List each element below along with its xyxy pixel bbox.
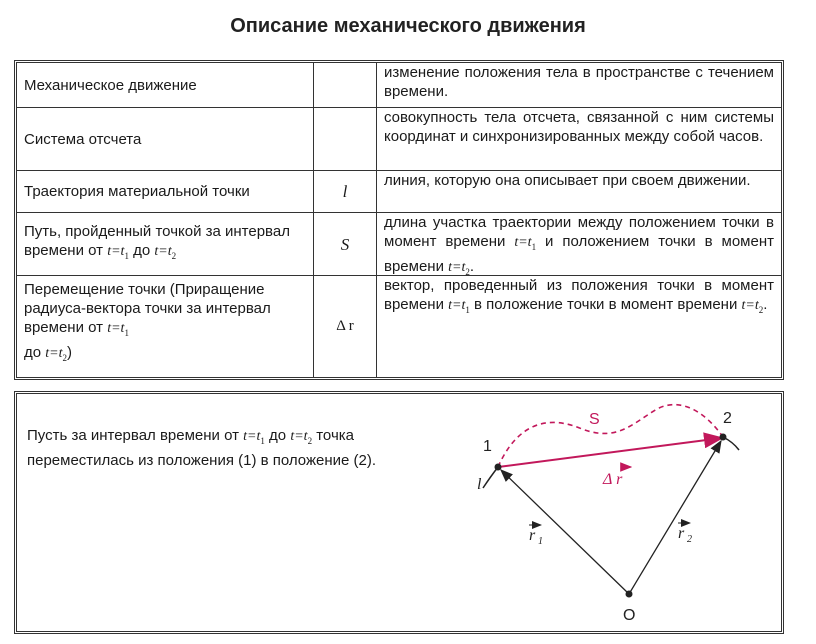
- table-row: [17, 213, 781, 276]
- definitions-table: [14, 60, 784, 380]
- page-title: Описание механического движения: [230, 15, 586, 37]
- symbol-cell: [314, 108, 377, 170]
- delta-r-symbol: Δ r: [336, 318, 354, 334]
- table-row: [17, 276, 781, 377]
- term-cell: Система отсчета: [17, 108, 314, 170]
- symbol-cell: l: [314, 171, 377, 212]
- displacement-vector: [498, 438, 722, 467]
- svg-text:2: 2: [687, 534, 692, 545]
- definition-cell: совокупность тела отсчета, связанной с ним системы координат и синхронизированных между собой часов.: [384, 109, 774, 145]
- example-panel: [14, 391, 784, 634]
- label-l: l: [477, 476, 482, 493]
- definition-cell: изменение положения тела в пространстве с течением времени.: [384, 64, 774, 100]
- definition-cell: вектор, проведенный из положения точки в момент времени $t=t_1$ в положение точки в момент времени $t=t_2$.: [384, 277, 774, 315]
- definition-cell: линия, которую она описывает при своем движении.: [384, 172, 751, 189]
- example-text: Пусть за интервал времени от $t=t_1$ до $t=t_2$ точка переместилась из положения (1) в положение (2).: [27, 427, 377, 469]
- term-cell: Путь, пройденный точкой за интервал времени от $t=t_1$ до $t=t_2$: [17, 213, 314, 275]
- label-r2: r: [678, 525, 685, 542]
- table-row: [17, 108, 781, 171]
- table-row: [17, 63, 781, 108]
- displacement-figure: [17, 394, 781, 631]
- path-s-curve: [498, 405, 723, 467]
- label-r1: r: [529, 527, 536, 544]
- label-s: S: [589, 411, 600, 428]
- term-cell: Механическое движение: [17, 63, 314, 107]
- radius-vector-2: [629, 441, 721, 594]
- term-cell: Траектория материальной точки: [17, 171, 314, 212]
- point-1: [495, 464, 502, 471]
- svg-text:1: 1: [538, 536, 543, 547]
- trajectory-start: [483, 467, 498, 488]
- label-o: O: [623, 607, 636, 624]
- point-2: [720, 434, 727, 441]
- label-1: 1: [483, 438, 492, 455]
- symbol-cell: [314, 63, 377, 107]
- definition-cell: длина участка траектории между положением точки в момент времени $t=t_1$ и положением точки в момент времени $t=t_2$.: [384, 214, 774, 275]
- table-row: [17, 171, 781, 213]
- origin-point: [626, 591, 633, 598]
- radius-vector-1: [501, 470, 629, 594]
- symbol-cell: [314, 276, 377, 377]
- label-delta-r: Δ r: [603, 471, 623, 488]
- symbol-cell: S: [314, 213, 377, 275]
- label-2: 2: [723, 410, 732, 427]
- term-cell: Перемещение точки (Приращение радиуса-вектора точки за интервал времени от $t=t_1$ до $t=t_2$): [17, 276, 314, 377]
